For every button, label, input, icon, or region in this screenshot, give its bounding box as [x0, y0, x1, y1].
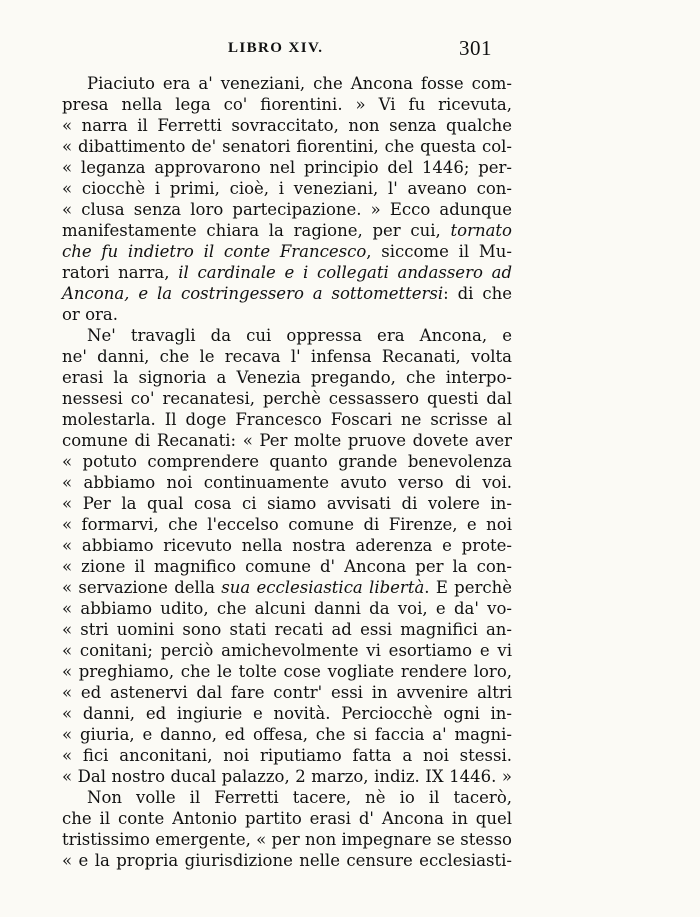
- text-line: « dibattimento de' senatori fiorentini, che questa col-: [62, 137, 512, 156]
- text-line: « giuria, e danno, ed offesa, che si faccia a' magni-: [62, 725, 512, 744]
- text-line: « Per la qual cosa ci siamo avvisati di volere in-: [62, 494, 512, 513]
- text-line: Non volle il Ferretti tacere, nè io il tacerò,: [87, 788, 512, 807]
- text-line: « zione il magnifico comune d' Ancona per la con-: [62, 557, 512, 576]
- text-line: « potuto comprendere quanto grande benevolenza: [62, 452, 512, 471]
- text-line: « Dal nostro ducal palazzo, 2 marzo, indiz. IX 1446. »: [62, 767, 512, 786]
- text-line: che il conte Antonio partito erasi d' Ancona in quel: [62, 809, 512, 828]
- body-text: [0, 73, 700, 871]
- text-line: presa nella lega co' fiorentini. » Vi fu ricevuta,: [62, 95, 512, 114]
- text-line: « clusa senza loro partecipazione. » Ecco adunque: [62, 200, 512, 219]
- text-line: « conitani; perciò amichevolmente vi esortiamo e vi: [62, 641, 512, 660]
- text-line: ratori narra, il cardinale e i collegati andassero ad: [62, 263, 513, 282]
- running-title: LIBRO XIV.: [228, 40, 324, 56]
- text-line: « fici anconitani, noi riputiamo fatta a noi stessi.: [62, 746, 512, 765]
- text-line: « preghiamo, che le tolte cose vogliate rendere loro,: [62, 662, 512, 681]
- text-line: « abbiamo ricevuto nella nostra aderenza e prote-: [62, 536, 512, 555]
- text-line: tristissimo emergente, « per non impegnare se stesso: [62, 830, 512, 849]
- page-number: 301: [459, 36, 492, 60]
- text-line: Piaciuto era a' veneziani, che Ancona fosse com-: [87, 74, 512, 93]
- text-line: « ed astenervi dal fare contr' essi in avvenire altri: [62, 683, 512, 702]
- text-line: « stri uomini sono stati recati ad essi magnifici an-: [62, 620, 512, 639]
- text-line: « e la propria giurisdizione nelle censure ecclesiasti-: [62, 851, 512, 870]
- text-line: « ciocchè i primi, cioè, i veneziani, l' aveano con-: [62, 179, 512, 198]
- running-head: [0, 36, 700, 64]
- text-line: « servazione della sua ecclesiastica libertà. E perchè: [62, 578, 512, 597]
- text-line: che fu indietro il conte Francesco, siccome il Mu-: [62, 242, 513, 261]
- text-line: « leganza approvarono nel principio del 1446; per-: [62, 158, 512, 177]
- text-line: Ne' travagli da cui oppressa era Ancona, e: [87, 326, 512, 345]
- text-line: « formarvi, che l'eccelso comune di Firenze, e noi: [62, 515, 512, 534]
- text-line: nessesi co' recanatesi, perchè cessassero questi dal: [62, 389, 512, 408]
- text-line: comune di Recanati: « Per molte pruove dovete aver: [62, 431, 512, 450]
- text-line: Ancona, e la costringessero a sottomettersi: di che: [62, 284, 512, 303]
- text-line: « abbiamo noi continuamente avuto verso di voi.: [62, 473, 512, 492]
- text-line: ne' danni, che le recava l' infensa Recanati, volta: [62, 347, 512, 366]
- text-line: « abbiamo udito, che alcuni danni da voi, e da' vo-: [62, 599, 512, 618]
- text-line: erasi la signoria a Venezia pregando, che interpo-: [62, 368, 512, 387]
- text-line: molestarla. Il doge Francesco Foscari ne scrisse al: [62, 410, 512, 429]
- text-line: or ora.: [62, 305, 118, 324]
- text-line: « danni, ed ingiurie e novità. Perciocchè ogni in-: [62, 704, 512, 723]
- text-line: « narra il Ferretti sovraccitato, non senza qualche: [62, 116, 512, 135]
- text-line: manifestamente chiara la ragione, per cui, tornato: [62, 221, 512, 240]
